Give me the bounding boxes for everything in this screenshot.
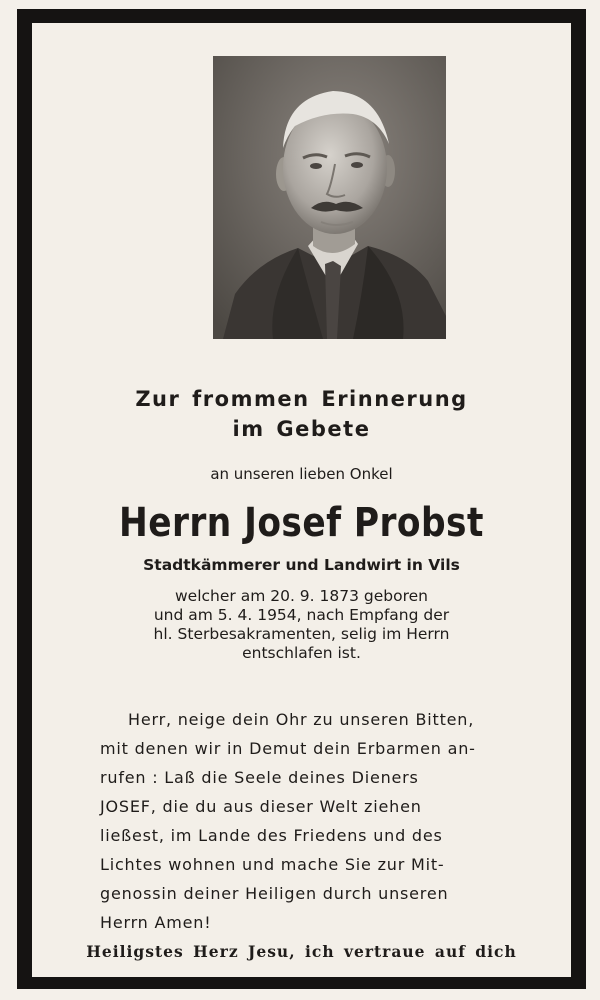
life-dates: [32, 587, 571, 663]
portrait-photo: [213, 56, 446, 339]
prayer-line: genossin deiner Heiligen durch unseren: [100, 884, 449, 903]
prayer-line: Herr, neige dein Ohr zu unseren Bitten,: [128, 710, 475, 729]
prayer-line: Herrn Amen!: [100, 913, 212, 932]
dates-line-2: und am 5. 4. 1954, nach Empfang der: [153, 606, 450, 624]
deceased-name: Herrn Josef Probst: [119, 500, 484, 546]
prayer-text: [100, 705, 546, 937]
headline-line-2: im Gebete: [232, 417, 371, 441]
closing-motto: Heiligstes Herz Jesu, ich vertraue auf dich: [86, 942, 517, 961]
deceased-title: Stadtkämmerer und Landwirt in Vils: [143, 556, 460, 574]
prayer-line: JOSEF, die du aus dieser Welt ziehen: [100, 797, 422, 816]
headline: [32, 384, 571, 444]
dates-line-1: welcher am 20. 9. 1873 geboren: [175, 587, 428, 605]
dedication-text: an unseren lieben Onkel: [210, 465, 393, 483]
dates-line-4: entschlafen ist.: [242, 644, 361, 662]
black-border-frame: [17, 9, 586, 989]
prayer-line: mit denen wir in Demut dein Erbarmen an-: [100, 739, 476, 758]
prayer-line: rufen : Laß die Seele deines Dieners: [100, 768, 419, 787]
headline-line-1: Zur frommen Erinnerung: [135, 387, 468, 411]
prayer-line: Lichtes wohnen und mache Sie zur Mit-: [100, 855, 445, 874]
dates-line-3: hl. Sterbesakramenten, selig im Herrn: [153, 625, 450, 643]
prayer-line: ließest, im Lande des Friedens und des: [100, 826, 443, 845]
